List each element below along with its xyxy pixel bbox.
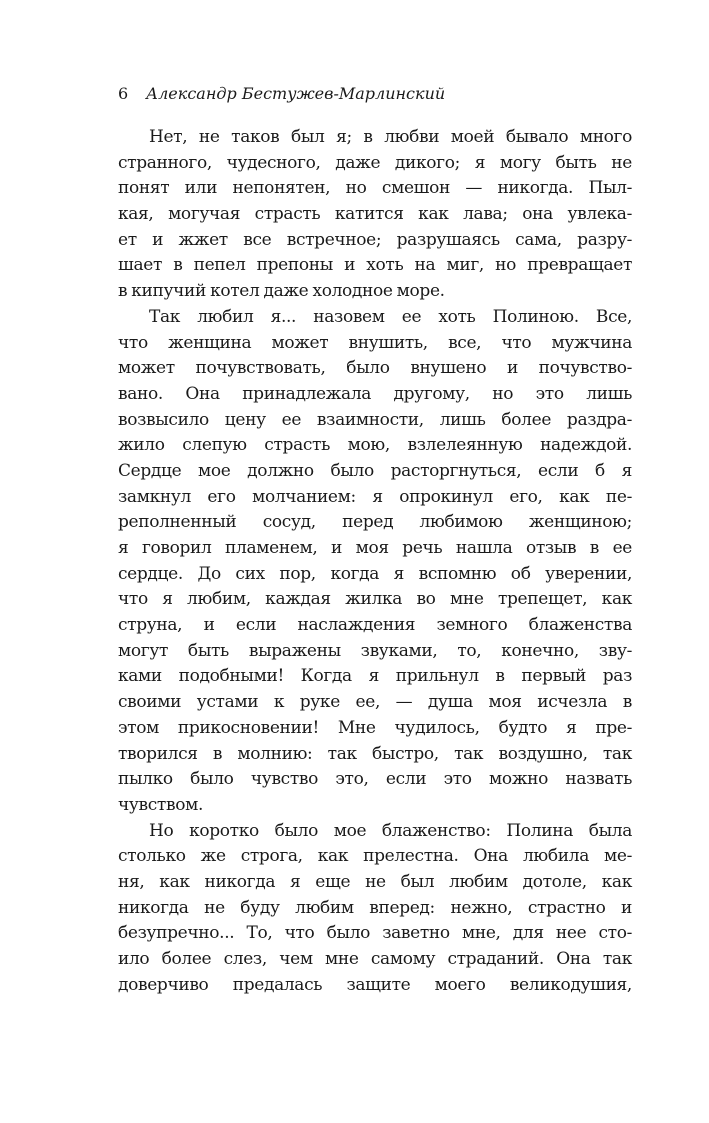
text-line: вано. Она принадлежала другому, но это лишь: [118, 383, 632, 404]
text-line: доверчиво предалась защите моего великодушия,: [118, 974, 632, 995]
text-line: возвысило цену ее взаимности, лишь более раздра-: [118, 409, 632, 430]
text-line: понят или непонятен, но смешон — никогда. Пыл-: [118, 178, 632, 199]
text-line: я говорил пламенем, и моя речь нашла отзыв в ее: [118, 538, 632, 558]
paragraph-3: [118, 819, 632, 999]
text-line: жило слепую страсть мою, взлелеянную надеждой.: [118, 435, 632, 456]
text-line: этом прикосновении! Мне чудилось, будто я пре-: [118, 717, 632, 738]
text-line: Так любил я... назовем ее хоть Полиною. Все,: [149, 306, 632, 327]
paragraph-2: [118, 305, 632, 819]
text-line: столько же строга, как прелестна. Она любила ме-: [118, 846, 632, 867]
page-number: 6: [118, 84, 129, 103]
text-line: ило более слез, чем мне самому страданий. Она так: [118, 949, 632, 969]
text-line: в кипучий котел даже холодное море.: [118, 281, 445, 302]
paragraph-1: [118, 125, 632, 305]
text-line: ками подобными! Когда я прильнул в первый раз: [118, 666, 632, 687]
text-line: кая, могучая страсть катится как лава; она увлека-: [118, 204, 632, 225]
text-line: Сердце мое должно было расторгнуться, если б я: [118, 460, 632, 481]
running-head: [118, 84, 632, 104]
running-head-author: Александр Бестужев-Марлинский: [146, 84, 446, 103]
text-line: своими устами к руке ее, — душа моя исчезла в: [118, 692, 632, 713]
text-line: могут быть выражены звуками, то, конечно, зву-: [118, 640, 632, 661]
text-line: творился в молнию: так быстро, так воздушно, так: [118, 743, 632, 764]
text-line: ет и жжет все встречное; разрушаясь сама, разру-: [118, 229, 632, 250]
body-text: [118, 125, 632, 998]
text-line: замкнул его молчанием: я опрокинул его, как пе-: [118, 486, 632, 507]
text-line: никогда не буду любим вперед: нежно, страстно и: [118, 897, 632, 918]
text-line: что я любим, каждая жилка во мне трепещет, как: [118, 589, 632, 610]
text-line: чувством.: [118, 794, 204, 815]
text-line: реполненный сосуд, перед любимою женщиною;: [118, 512, 632, 533]
text-line: сердце. До сих пор, когда я вспомню об уверении,: [118, 563, 632, 584]
text-line: Нет, не таков был я; в любви моей бывало много: [149, 127, 632, 147]
text-line: странного, чудесного, даже дикого; я могу быть не: [118, 152, 632, 173]
text-line: Но коротко было мое блаженство: Полина была: [149, 820, 632, 841]
text-line: струна, и если наслаждения земного блаженства: [118, 615, 632, 636]
text-line: пылко было чувство это, если это можно назвать: [118, 769, 632, 790]
text-line: безупречно... То, что было заветно мне, для нее сто-: [118, 923, 632, 944]
text-line: шает в пепел препоны и хоть на миг, но превращает: [118, 255, 632, 276]
text-line: что женщина может внушить, все, что мужчина: [118, 332, 632, 353]
book-page: [118, 84, 632, 998]
text-line: ня, как никогда я еще не был любим дотоле, как: [118, 871, 632, 892]
text-line: может почувствовать, было внушено и почувство-: [118, 358, 632, 379]
